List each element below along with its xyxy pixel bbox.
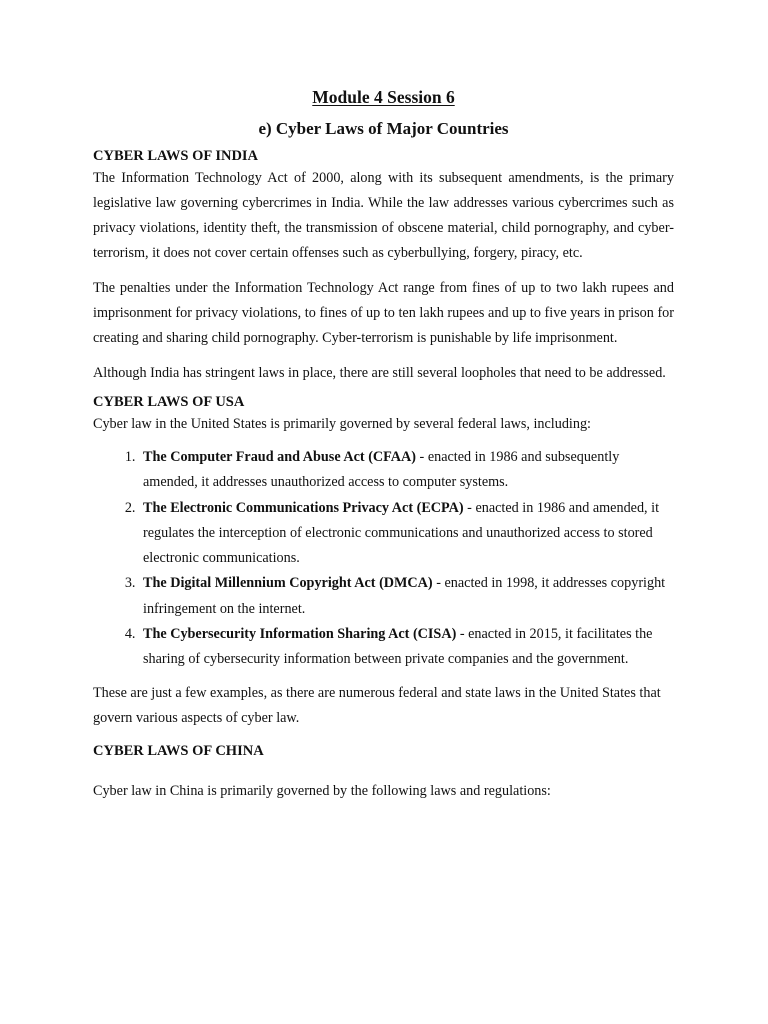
- section-title: e) Cyber Laws of Major Countries: [258, 119, 509, 138]
- law-name: The Digital Millennium Copyright Act (DMCA): [143, 575, 433, 592]
- india-paragraph-1: The Information Technology Act of 2000, along with its subsequent amendments, is the primary legislative law governing cybercrimes in India. While the law addresses various cybercrimes such as privacy violations, identity theft, the transmission of obscene material, child pornography, and cyber-terrorism, it does not cover certain offenses such as cyberbullying, forgery, piracy, etc.: [93, 170, 674, 261]
- law-name: The Cybersecurity Information Sharing Act (CISA): [143, 626, 457, 643]
- law-text: - enacted in 1986 and subsequently amended, it addresses unauthorized access to computer systems.: [143, 449, 620, 491]
- spacer: [93, 761, 674, 779]
- law-name: The Electronic Communications Privacy Act (ECPA): [143, 499, 464, 516]
- list-item-ecpa: [139, 496, 674, 572]
- india-paragraph-3: Although India has stringent laws in place, there are still several loopholes that need to be addressed.: [93, 365, 666, 381]
- heading-china: CYBER LAWS OF CHINA: [93, 742, 264, 759]
- usa-closing: These are just a few examples, as there are numerous federal and state laws in the United States that govern various aspects of cyber law.: [93, 684, 661, 726]
- china-intro: Cyber law in China is primarily governed by the following laws and regulations:: [93, 782, 551, 799]
- list-item-cisa: [139, 622, 674, 673]
- usa-intro: Cyber law in the United States is primarily governed by several federal laws, including:: [93, 416, 592, 432]
- law-text: - enacted in 1986 and amended, it regulates the interception of electronic communications and unauthorized access to stored electronic communications.: [143, 499, 660, 567]
- heading-india: CYBER LAWS OF INDIA: [93, 148, 259, 164]
- law-text: - enacted in 1998, it addresses copyright infringement on the internet.: [143, 575, 666, 617]
- law-text: - enacted in 2015, it facilitates the sharing of cybersecurity information between private companies and the government.: [143, 626, 653, 668]
- list-item-cfaa: [139, 445, 674, 496]
- law-name: The Computer Fraud and Abuse Act (CFAA): [143, 449, 416, 465]
- heading-usa: CYBER LAWS OF USA: [93, 394, 245, 410]
- usa-law-list: [93, 445, 674, 673]
- list-item-dmca: [139, 571, 674, 622]
- india-paragraph-2: The penalties under the Information Technology Act range from fines of up to two lakh rupees and imprisonment for privacy violations, to fines of up to ten lakh rupees and up to five years in prison for creating and sharing child pornography. Cyber-terrorism is punishable by life imprisonment.: [93, 280, 674, 346]
- module-title: Module 4 Session 6: [312, 87, 455, 107]
